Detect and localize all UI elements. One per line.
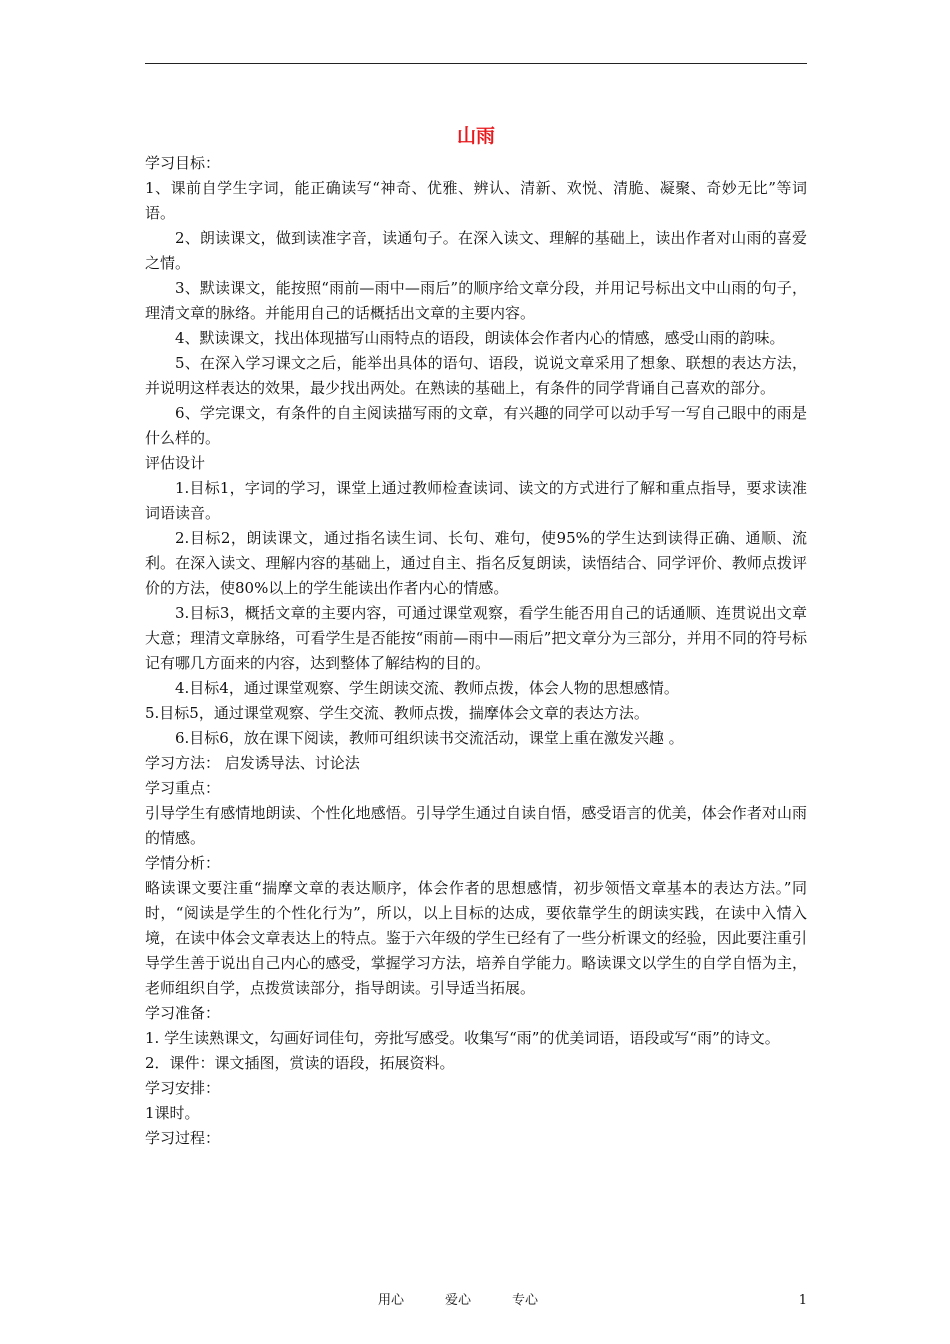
- paragraph: 5.目标5，通过课堂观察、学生交流、教师点拨，揣摩体会文章的表达方法。: [145, 704, 649, 722]
- paragraph: 学情分析：: [145, 854, 221, 872]
- paragraph: 4.目标4，通过课堂观察、学生朗读交流、教师点拨，体会人物的思想感情。: [175, 679, 679, 697]
- paragraph: 学习方法： 启发诱导法、讨论法: [145, 754, 360, 772]
- paragraph: 3.目标3，概括文章的主要内容，可通过课堂观察，看学生能否用自己的话通顺、连贯说出文章大意；理清文章脉络，可看学生是否能按“雨前—雨中—雨后”把文章分为三部分，并用不同的符号标记有哪几方面来的内容，达到整体了解结构的目的。: [145, 604, 807, 672]
- paragraph: 略读课文要注重“揣摩文章的表达顺序，体会作者的思想感情，初步领悟文章基本的表达方法。”同时，“阅读是学生的个性化行为”，所以，以上目标的达成，要依靠学生的朗读实践，在读中入情入境，在读中体会文章表达上的特点。鉴于六年级的学生已经有了一些分析课文的经验，因此要注重引导学生善于说出自己内心的感受，掌握学习方法，培养自学能力。略读课文以学生的自学自悟为主，老师组织自学，点拨赏读部分，指导朗读。引导适当拓展。: [145, 879, 807, 997]
- paragraph: 2、朗读课文，做到读准字音，读通句子。在深入读文、理解的基础上，读出作者对山雨的喜爱之情。: [145, 229, 807, 272]
- paragraph: 1.目标1，字词的学习，课堂上通过教师检查读词、读文的方式进行了解和重点指导，要求读准词语读音。: [145, 479, 807, 522]
- paragraph: 6、学完课文，有条件的自主阅读描写雨的文章，有兴趣的同学可以动手写一写自己眼中的雨是什么样的。: [145, 404, 807, 447]
- paragraph: 1、课前自学生字词，能正确读写“神奇、优雅、辨认、清新、欢悦、清脆、凝聚、奇妙无比”等词语。: [145, 179, 807, 222]
- paragraph: 引导学生有感情地朗读、个性化地感悟。引导学生通过自读自悟，感受语言的优美，体会作者对山雨的情感。: [145, 804, 807, 847]
- paragraph: 5、在深入学习课文之后，能举出具体的语句、语段，说说文章采用了想象、联想的表达方法，并说明这样表达的效果，最少找出两处。在熟读的基础上，有条件的同学背诵自己喜欢的部分。: [145, 354, 807, 397]
- page-footer: [145, 1290, 807, 1312]
- paragraph: 学习目标：: [145, 154, 221, 172]
- page-number: 1: [798, 1293, 807, 1308]
- footer-item: 专心: [512, 1293, 539, 1308]
- paragraph-list: [145, 151, 807, 1151]
- footer-item: 用心: [378, 1293, 405, 1308]
- paragraph: 学习安排：: [145, 1079, 221, 1097]
- paragraph: 评估设计: [145, 454, 206, 472]
- paragraph: 1课时。: [145, 1104, 200, 1122]
- paragraph: 1. 学生读熟课文，勾画好词佳句，旁批写感受。收集写“雨”的优美词语，语段或写“雨”的诗文。: [145, 1029, 780, 1047]
- footer-item: 爱心: [445, 1293, 472, 1308]
- paragraph: 学习过程：: [145, 1129, 221, 1147]
- paragraph: 4、默读课文，找出体现描写山雨特点的语段，朗读体会作者内心的情感，感受山雨的韵味。: [175, 329, 785, 347]
- header-rule: [145, 63, 807, 64]
- document-title: 山雨: [456, 125, 495, 147]
- paragraph: 学习准备：: [145, 1004, 221, 1022]
- paragraph: 6.目标6，放在课下阅读，教师可组织读书交流活动，课堂上重在激发兴趣 。: [175, 729, 684, 747]
- paragraph: 2．课件：课文插图，赏读的语段，拓展资料。: [145, 1054, 455, 1072]
- paragraph: 学习重点：: [145, 779, 221, 797]
- paragraph: 2.目标2，朗读课文，通过指名读生词、长句、难句，使95%的学生达到读得正确、通顺、流利。在深入读文、理解内容的基础上，通过自主、指名反复朗读，读悟结合、同学评价、教师点拨评价的方法，使80%以上的学生能读出作者内心的情感。: [145, 529, 807, 597]
- paragraph: 3、默读课文，能按照“雨前—雨中—雨后”的顺序给文章分段，并用记号标出文中山雨的句子，理清文章的脉络。并能用自己的话概括出文章的主要内容。: [145, 279, 807, 322]
- footer-slogan: [378, 1290, 579, 1312]
- document-body: [145, 121, 807, 1151]
